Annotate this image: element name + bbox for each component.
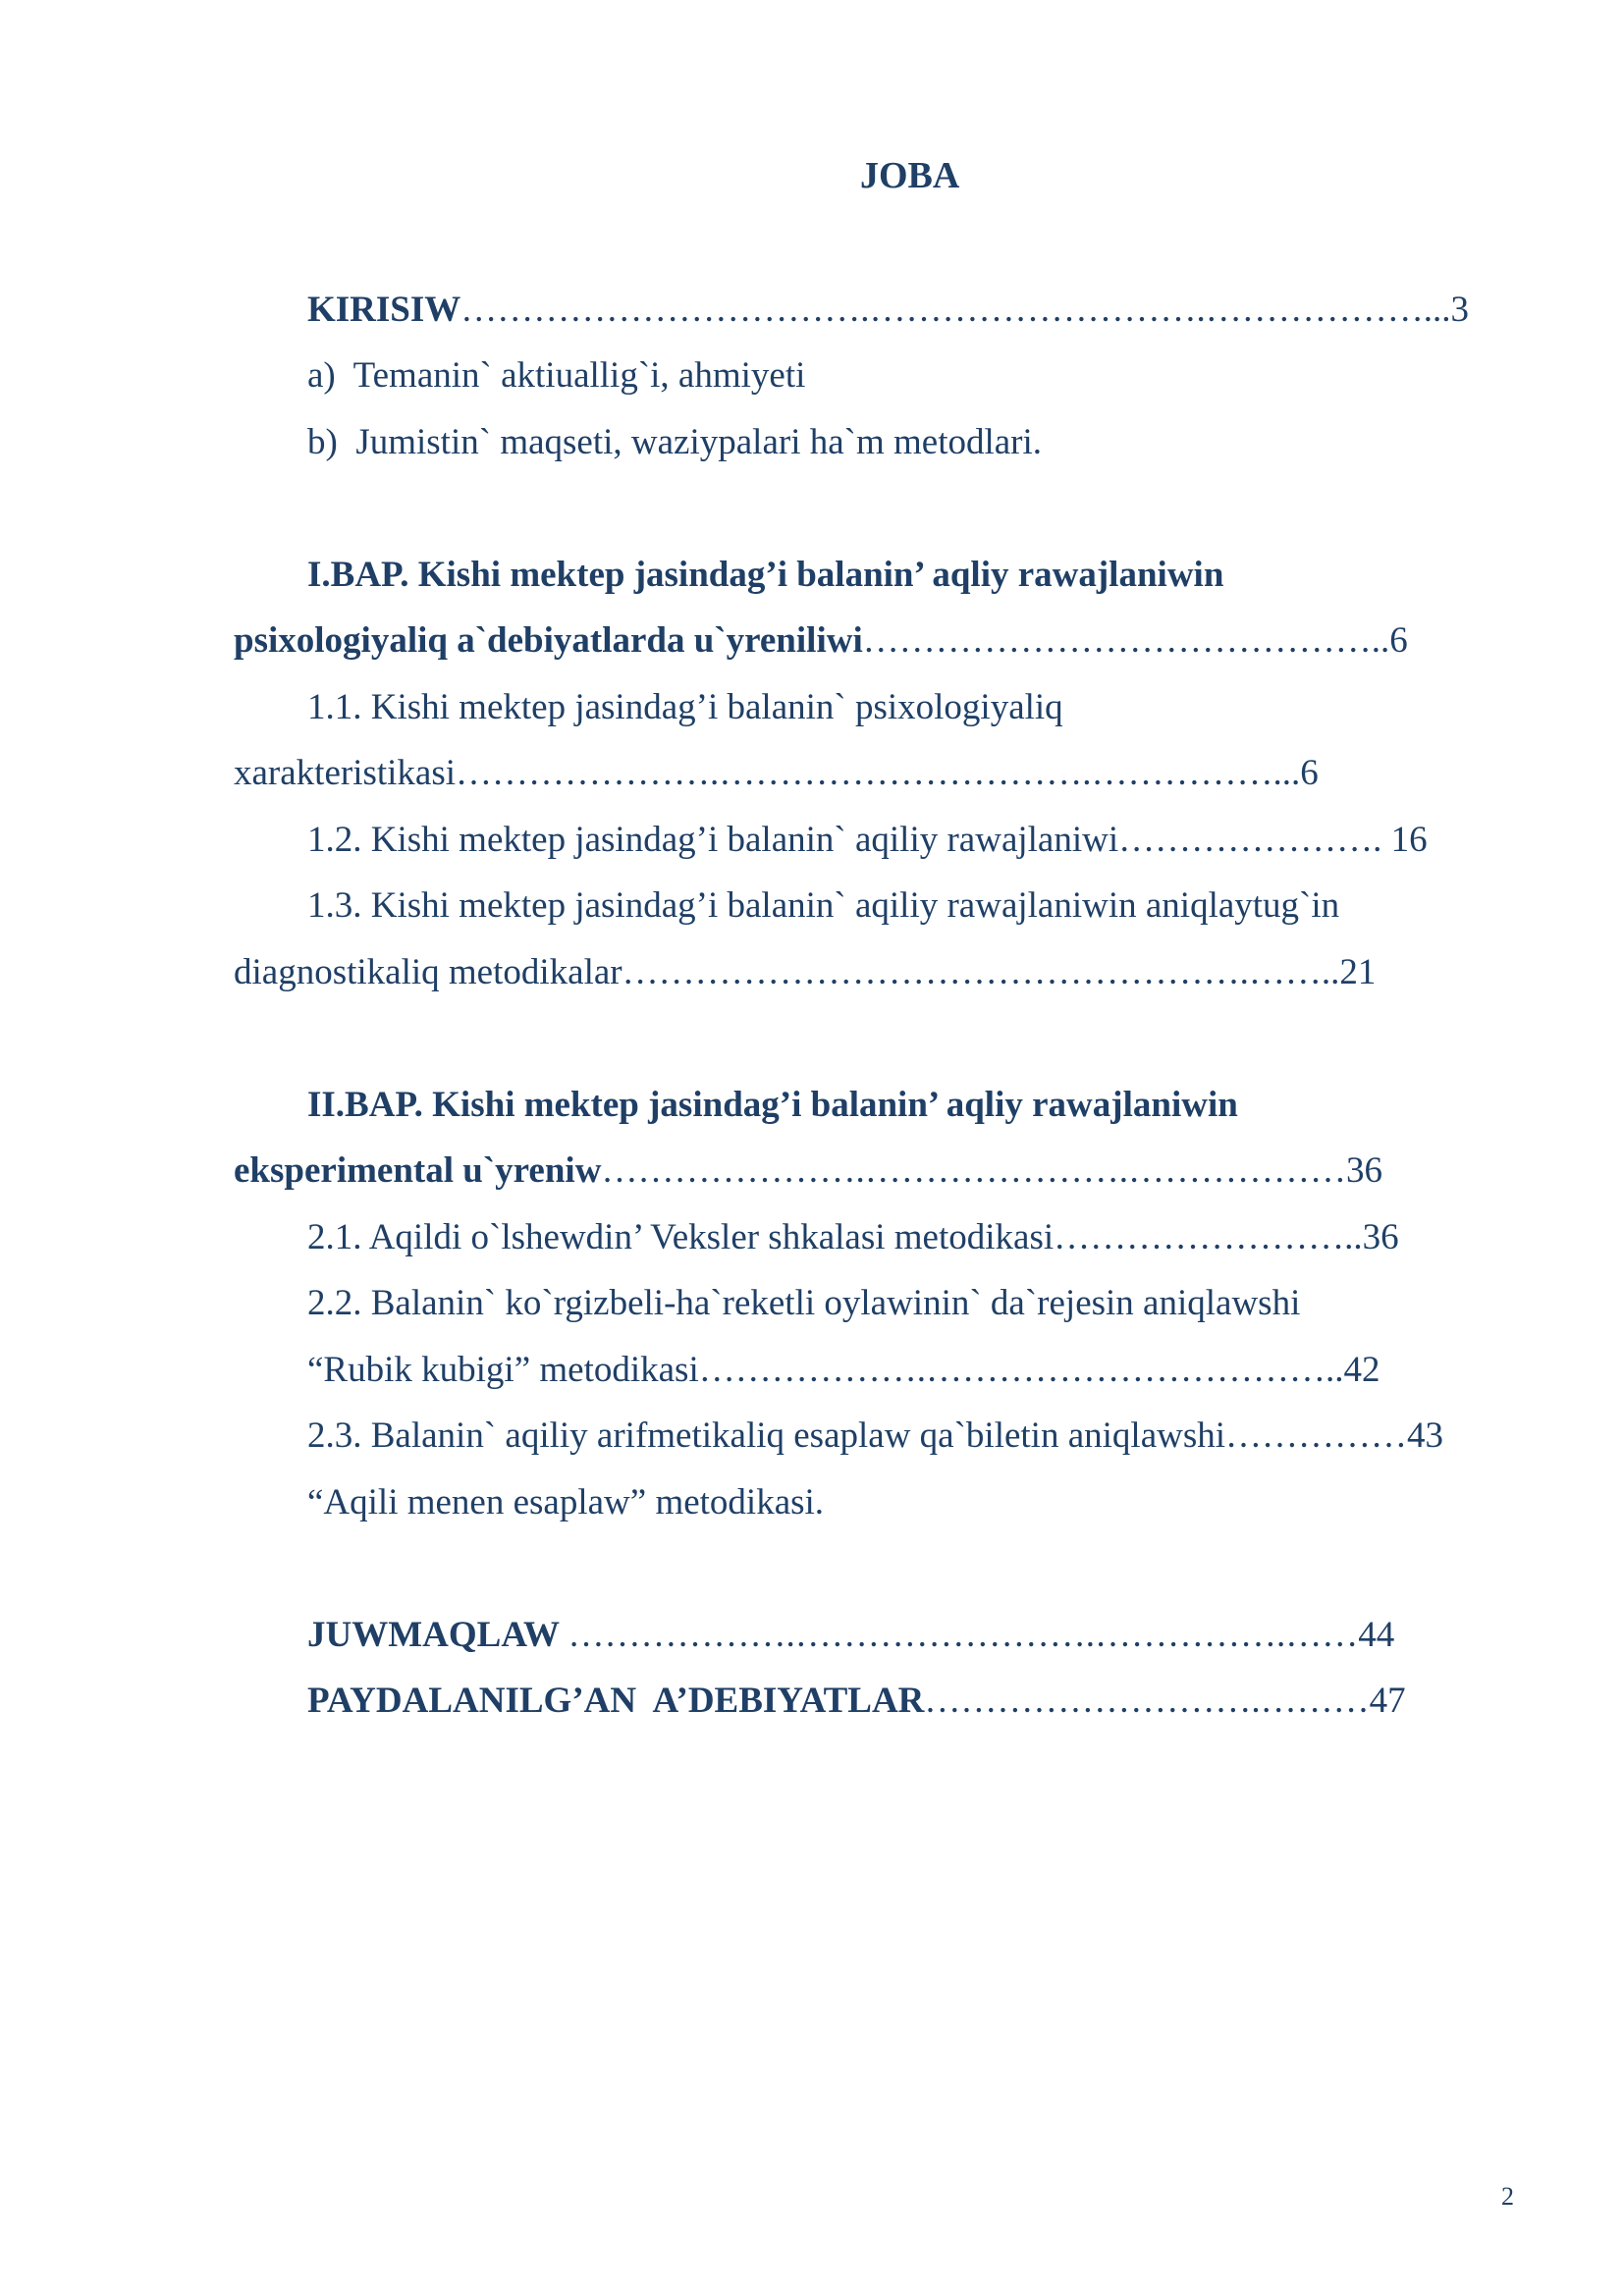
toc-page-number: 43 <box>1407 1415 1444 1456</box>
toc-label: 1.2. Kishi mektep jasindag’i balanin` aqiliy rawajlaniwi <box>307 820 1119 860</box>
toc-subitem-text: Jumistin` maqseti, waziypalari ha`m metodlari. <box>355 422 1043 462</box>
toc-section-2-2-cont <box>307 1348 1380 1393</box>
page-title: JOBA <box>860 155 960 196</box>
toc-section-2-3 <box>307 1414 1443 1459</box>
toc-page-number: 36 <box>1362 1217 1399 1257</box>
toc-leader-dots: ……………….…………………………….. <box>698 1350 1344 1390</box>
toc-label: KIRISIW <box>307 290 461 330</box>
toc-page-number: 16 <box>1390 820 1428 860</box>
toc-page-number: 3 <box>1450 290 1470 330</box>
toc-subitem-text: Temanin` aktiuallig`i, ahmiyeti <box>352 355 806 396</box>
toc-section-2-2: 2.2. Balanin` ko`rgizbeli-ha`reketli oylawinin` da`rejesin aniqlawshi <box>307 1283 1301 1323</box>
toc-label: xarakteristikasi <box>234 753 457 793</box>
toc-leader-dots: …………………………………….. <box>862 620 1390 661</box>
toc-page-number: 42 <box>1343 1350 1380 1390</box>
toc-chapter1-title: I.BAP. Kishi mektep jasindag’i balanin’ aqliy rawajlaniwin <box>307 555 1224 595</box>
toc-label: JUWMAQLAW <box>307 1615 568 1655</box>
toc-label: psixologiyaliq a`debiyatlarda u`yreniliwi <box>234 620 863 661</box>
toc-leader-dots: ……………………….……… <box>924 1681 1370 1721</box>
toc-leader-dots: ………………….………………………….……………... <box>456 753 1301 793</box>
toc-leader-dots: …………………….. <box>1054 1217 1363 1257</box>
toc-subitem-a <box>307 353 805 399</box>
toc-leader-dots: …………… <box>1225 1415 1408 1456</box>
toc-leader-dots: …………………. <box>1118 820 1391 860</box>
toc-leader-dots: …………………………….……………………….………………... <box>460 290 1451 330</box>
toc-chapter2-title-cont <box>234 1148 1382 1194</box>
toc-entry-juwmaqlaw <box>307 1613 1394 1658</box>
toc-page-number: 47 <box>1369 1681 1406 1721</box>
toc-section-2-3-cont: “Aqili menen esaplaw” metodikasi. <box>307 1482 825 1522</box>
toc-chapter2-title: II.BAP. Kishi mektep jasindag’i balanin’ aqliy rawajlaniwin <box>307 1085 1238 1125</box>
toc-section-1-2 <box>307 818 1428 863</box>
toc-label: “Rubik kubigi” metodikasi <box>307 1350 699 1390</box>
toc-subitem-b <box>307 420 1042 465</box>
toc-page-number: 36 <box>1345 1150 1382 1191</box>
toc-label: 2.1. Aqildi o`lshewdin’ Veksler shkalasi metodikasi <box>307 1217 1055 1257</box>
toc-label: 2.3. Balanin` aqiliy arifmetikaliq esaplaw qa`biletin aniqlawshi <box>307 1415 1226 1456</box>
toc-section-1-1-cont <box>234 751 1319 796</box>
toc-page-number: 6 <box>1389 620 1408 661</box>
toc-page-number: 21 <box>1339 952 1377 992</box>
toc-section-1-3-cont <box>234 950 1376 995</box>
toc-leader-dots: ………………….………………….……………… <box>601 1150 1346 1191</box>
toc-section-1-1: 1.1. Kishi mektep jasindag’i balanin` psixologiyaliq <box>307 687 1063 727</box>
toc-label: PAYDALANILG’AN A’DEBIYATLAR <box>307 1681 925 1721</box>
toc-entry-adebiyatlar <box>307 1679 1406 1724</box>
toc-leader-dots: ……………….…………………….…………….…… <box>568 1615 1359 1655</box>
toc-section-2-1 <box>307 1215 1399 1260</box>
toc-page-number: 6 <box>1300 753 1319 793</box>
page-number: 2 <box>1501 2182 1514 2211</box>
toc-label: eksperimental u`yreniw <box>234 1150 602 1191</box>
toc-section-1-3: 1.3. Kishi mektep jasindag’i balanin` aqiliy rawajlaniwin aniqlaytug`in <box>307 885 1340 926</box>
list-marker: a) <box>307 355 336 396</box>
toc-chapter1-title-cont <box>234 618 1408 664</box>
toc-leader-dots: …………………………………………….…….. <box>622 952 1340 992</box>
toc-label: diagnostikaliq metodikalar <box>234 952 622 992</box>
toc-entry-kirisiw <box>307 288 1469 333</box>
list-marker: b) <box>307 422 338 462</box>
toc-page-number: 44 <box>1358 1615 1395 1655</box>
